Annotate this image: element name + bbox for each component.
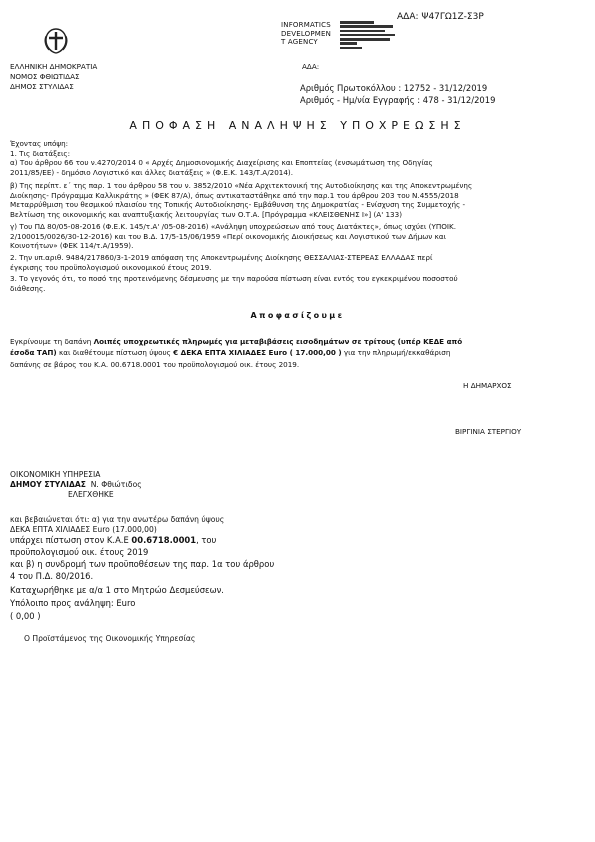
decision-text: Εγκρίνουμε τη δαπάνη — [10, 337, 94, 346]
decision-line — [10, 348, 450, 357]
considerations-line: 2. Την υπ.αριθ. 9484/217860/3-1-2019 απόφαση της Αποκεντρωμένης Διοίκησης ΘΕΣΣΑΛΙΑΣ-ΣΤΕΡΕΑΣ ΕΛΛΑΔΑΣ περί — [10, 253, 433, 262]
amount: € ΔΕΚΑ ΕΠΤΑ ΧΙΛΙΑΔΕΣ Euro ( 17.000,00 ) — [173, 348, 342, 357]
confirm-line: και β) η συνδρομή των προϋποθέσεων της παρ. 1α του άρθρου — [10, 559, 275, 569]
informatics-agency-logo — [281, 21, 331, 47]
ada-label: ΑΔΑ: — [302, 62, 320, 71]
confirm-line: ΔΕΚΑ ΕΠΤΑ ΧΙΛΙΑΔΕΣ Euro (17.000,00) — [10, 525, 157, 534]
considerations-line: έγκρισης του προϋπολογισμού οικονομικού έτους 2019. — [10, 262, 212, 272]
considerations-line: διάθεσης. — [10, 283, 46, 293]
considerations-line: γ) Του ΠΔ 80/05-08-2016 (Φ.Ε.Κ. 145/τ.Α' /05-08-2016) «Ανάληψη υποχρεώσεων από τους Διατάκτες», όπως ισχύει (ΥΠΟΙΚ. — [10, 222, 457, 231]
confirm-line: προϋπολογισμού οικ. έτους 2019 — [10, 547, 149, 557]
considerations-line: Διοίκησης- Πρόγραμμα Καλλικράτης » (ΦΕΚ 87/Α), όπως αντικαταστάθηκε από την παρ.1 του άρθρου 203 του Ν.4555/2018 — [10, 190, 459, 200]
checked-label: ΕΛΕΓΧΘΗΚΕ — [68, 490, 114, 499]
confirm-line — [10, 535, 216, 545]
decision-line: δαπάνης σε βάρος του Κ.Α. 00.6718.0001 του προϋπολογισμού οικ. έτους 2019. — [10, 360, 300, 369]
confirm-line: και βεβαιώνεται ότι: α) για την ανωτέρω δαπάνη ύψους — [10, 515, 225, 524]
mayor-name: ΒΙΡΓΙΝΙΑ ΣΤΕΡΓΙΟΥ — [455, 427, 522, 436]
decision-line — [10, 337, 462, 346]
document-title: ΑΠΟΦΑΣΗ ΑΝΑΛΗΨΗΣ ΥΠΟΧΡΕΩΣΗΣ — [129, 119, 466, 132]
considerations-line: β) Της περίπτ. ε΄ της παρ. 1 του άρθρου 58 του ν. 3852/2010 «Νέα Αρχιτεκτονική της Αυτοδιοίκησης και της Αποκεντρωμένης — [10, 181, 473, 190]
expense-description: Λοιπές υποχρεωτικές πληρωμές για μεταβιβάσεις εισοδημάτων σε τρίτους (υπέρ ΚΕΔΕ από — [93, 337, 463, 346]
considerations-line: 1. Τις διατάξεις: — [10, 148, 71, 158]
prefecture: Ν. Φθιώτιδος — [90, 480, 142, 489]
mayor-title: Η ΔΗΜΑΡΧΟΣ — [463, 381, 512, 390]
greek-coat-of-arms-icon — [44, 28, 68, 54]
remaining-amount: ( 0,00 ) — [10, 611, 41, 621]
finance-head: Ο Προϊστάμενος της Οικονομικής Υπηρεσίας — [24, 634, 196, 643]
logo-fine-print-graphic — [340, 21, 396, 51]
issuer-line: ΕΛΛΗΝΙΚΗ ΔΗΜΟΚΡΑΤΙΑ — [10, 62, 98, 71]
protocol-number: Αριθμός Πρωτοκόλλου : 12752 - 31/12/2019 — [300, 83, 488, 93]
confirm-text: υπάρχει πίστωση στον Κ.Α.Ε — [10, 535, 132, 545]
considerations-line: 2011/85/ΕΕ) - δημόσιο Λογιστικό και άλλες διατάξεις » (Φ.Ε.Κ. 143/Τ.Α/2014). — [10, 167, 294, 177]
considerations-line: 3. Το γεγονός ότι, το ποσό της προτεινόμενης δέσμευσης με την παρούσα πίστωση είναι εντός του εγκεκριμένου ποσοστού — [10, 274, 458, 283]
considerations-line: 2/100015/0026/30-12-2016) και του Β.Δ. 17/5-15/06/1959 «Περί οικονομικής Διοικήσεως και Λογιστικού των Δήμων και — [10, 231, 447, 241]
confirm-text: , του — [196, 535, 217, 545]
confirm-line: Καταχωρήθηκε με α/α 1 στο Μητρώο Δεσμεύσεων. — [10, 585, 224, 595]
logo-line: INFORMATICS — [281, 21, 331, 29]
considerations-line: Έχοντας υπόψη: — [10, 139, 69, 148]
finance-service: ΟΙΚΟΝΟΜΙΚΗ ΥΠΗΡΕΣΙΑ — [10, 470, 101, 479]
issuer-line: ΔΗΜΟΣ ΣΤΥΛΙΔΑΣ — [10, 82, 74, 91]
considerations-line: Κοινοτήτων» (ΦΕΚ 114/τ.Α/1959). — [10, 241, 134, 250]
ada-code: ΑΔΑ: Ψ47ΓΩ1Ζ-Σ3Ρ — [397, 12, 484, 22]
logo-line: T AGENCY — [281, 38, 318, 46]
finance-municipality — [10, 480, 142, 489]
confirm-line: 4 του Π.Δ. 80/2016. — [10, 571, 94, 581]
decision-heading: Αποφασίζουμε — [250, 311, 345, 320]
considerations-line: Βελτίωση της οικονομικής και αναπτυξιακής λειτουργίας των Ο.Τ.Α. [Πρόγραμμα «ΚΛΕΙΣΘΕΝΗΣ Ι»] (Α' 133) — [10, 209, 402, 219]
confirm-line: Υπόλοιπο προς ανάληψη: Euro — [10, 598, 136, 608]
issuer-line: ΝΟΜΟΣ ΦΘΙΩΤΙΔΑΣ — [10, 72, 80, 81]
considerations-line: α) Του άρθρου 66 του ν.4270/2014 0 « Αρχές Δημοσιονομικής Διαχείρισης και Εποπτείας (ενσωμάτωση της Οδηγίας — [10, 158, 433, 167]
expense-description: έσοδα ΤΑΠ) — [10, 348, 57, 357]
decision-text: για την πληρωμή/εκκαθάριση — [341, 348, 451, 357]
budget-code: 00.6718.0001 — [131, 535, 197, 545]
registry-number: Αριθμός - Ημ/νία Εγγραφής : 478 - 31/12/2019 — [300, 95, 496, 105]
logo-line: DEVELOPMEN — [281, 29, 332, 38]
decision-text: και διαθέτουμε πίστωση ύψους — [56, 348, 174, 357]
municipality-name: ΔΗΜΟΥ ΣΤΥΛΙΔΑΣ — [10, 480, 86, 489]
considerations-line: Μεταρρύθμιση του θεσμικού πλαισίου της Τοπικής Αυτοδιοίκησης- Εμβάθυνση της Δημοκρατίας - Ενίσχυση της Συμμετοχής - — [10, 200, 466, 209]
